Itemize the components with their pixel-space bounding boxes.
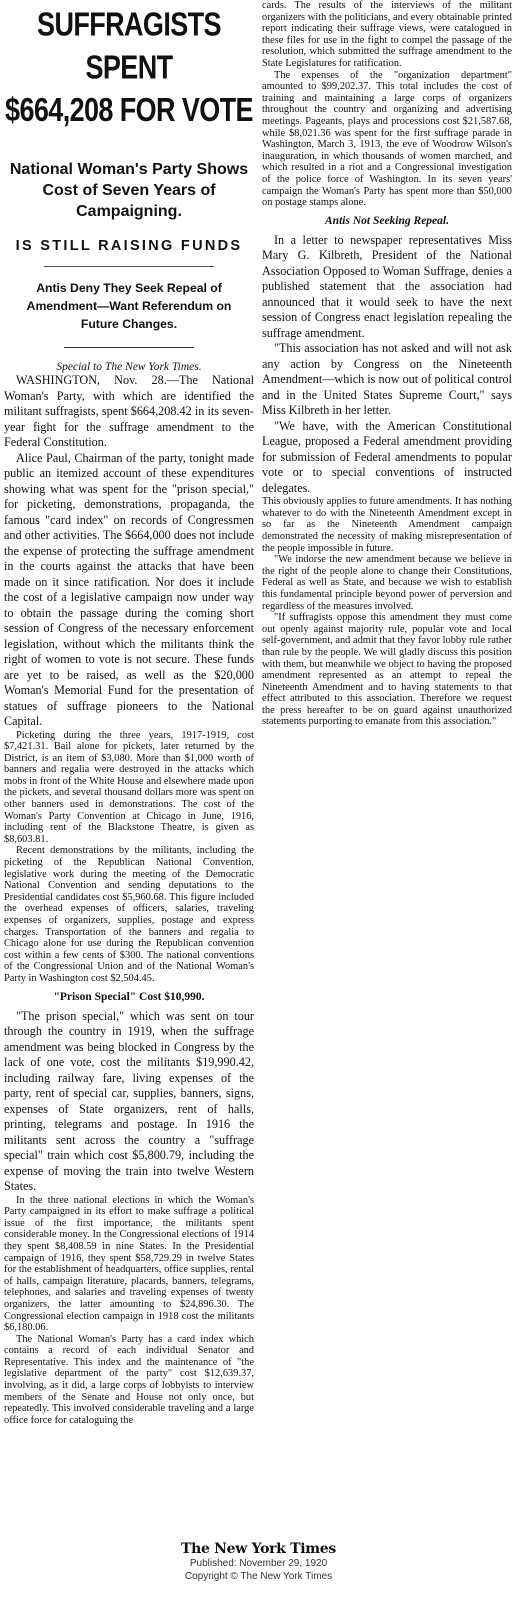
left-column [4, 0, 254, 1426]
paragraph: Picketing during the three years, 1917-1919, cost $7,421.31. Bail alone for pickets, later returned by the District, is an item of $3,080. More than $1,000 worth of banners and regalia were destroyed in the attacks which mobs in front of the White House and elsewhere made upon the pickets, and several thousand dollars more was spent on other banners used in demonstrations. The cost of the Woman's Party Convention at Chicago in June, 1916, including rent of the Blackstone Theatre, is given as $8,603.81. [4, 729, 254, 845]
paragraph: Recent demonstrations by the militants, including the picketing of the Republican National Convention, legislative work during the meeting of the Democratic National Convention and sending deputations to the Presidential candidates cost $5,960.68. This figure included the overhead expenses of officers, salaries, traveling expenses of organizers, supplies, postage and express charges. Transportation of the banners and regalia to Chicago alone for use during the Republican convention cost within a few cents of $300. The national conventions of the Congressional Union and of the National Woman's Party in Washington cost $2,504.45. [4, 845, 254, 984]
headline-line-2: $664,208 FOR VOTE [5, 91, 253, 129]
paragraph: In a letter to newspaper representatives Miss Mary G. Kilbreth, President of the National Association Opposed to Woman Suffrage, denies a published statement that the association had announced that it would seek to have the next session of Congress enact legislation repealing the suffrage amendment. [262, 232, 512, 340]
paragraph: cards. The results of the interviews of the militant organizers with the politicians, and every obtainable printed report indicating their suffrage views, were catalogued in these files for use in the fight to compel the passage of the resolution, which submitted the suffrage amendment to the State Legislatures for ratification. [262, 0, 512, 69]
paragraph: Alice Paul, Chairman of the party, tonight made public an itemized account of these expenditures showing what was spent for the "prison special," for picketing, demonstrations, propaganda, the famous "card index" on records of Congressmen and other activities. The $664,000 does not include the expense of protecting the suffrage amendment in the courts against the attacks that have been made on it since ratification. Nor does it include the cost of a legislative campaign now under way to obtain the passage during the coming short session of Congress of the necessary enforcement legislation, without which the militants think the right of women to vote is not secure. These funds are yet to be raised, as well as the $20,000 Woman's Memorial Fund for the presentation of statues of suffrage pioneers to the National Capital. [4, 450, 254, 728]
deck-1: National Woman's Party Shows Cost of Seven Years of Campaigning. [9, 161, 249, 220]
headline-line-1: SUFFRAGISTS SPENT [37, 6, 221, 86]
right-column [262, 0, 512, 728]
paragraph: In the three national elections in which the Woman's Party campaigned in its effort to make suffrage a political issue of the first importance, the militants spent considerable money. In the Congressional elections of 1914 they spent $8,408.59 in nine States. In the Presidential campaign of 1916, they spent $58,729.29 in twelve States for the establishment of headquarters, office supplies, rental of halls, campaign literature, placards, banners, telegrams, telephones, and salaries and traveling expenses of twenty organizers, the latter amounting to $24,896.30. The Congressional election campaign in 1918 cost the militants $6,180.06. [4, 1194, 254, 1334]
deck-3: Antis Deny They Seek Repeal of Amendment—Want Referendum on Future Changes. [26, 281, 232, 331]
paragraph: "The prison special," which was sent on tour through the country in 1919, when the suffrage amendment was being blocked in Congress by the lack of one vote, cost the militants $19,990.42, including railway fare, living expenses of the party, rent of special car, supplies, banners, signs, expenses of State organizers, rent of halls, printing, telegrams and postage. In 1916 the militants sent across the country a "suffrage special" train which cost $5,800.79, including the expense of moving the train into twelve Western States. [4, 1008, 254, 1194]
subhead-prison-special: "Prison Special" Cost $10,990. [53, 990, 205, 1003]
paragraph: WASHINGTON, Nov. 28.—The National Woman's Party, with which are identified the militant suffragists, spent $664,208.42 in its seven-year fight for the suffrage amendment to the Federal Constitution. [4, 373, 254, 449]
paragraph: "If suffragists oppose this amendment they must come out openly against majority rule, popular vote and local self-government, and admit that they favor lobby rule rather than rule by the people. We will gladly discuss this position with them, but meanwhile we object to having the proposed amendment represented as an attempt to repeal the Nineteenth Amendment and to having statements to that effect attributed to this association. Therefore we request the press hereafter to be on guard against unauthorized statements purporting to emanate from this association." [262, 612, 512, 728]
paragraph: This obviously applies to future amendments. It has nothing whatever to do with the Nineteenth Amendment except in so far as the Nineteenth Amendment campaign demonstrated the necessity of making misrepresentation of the people impossible in future. [262, 496, 512, 554]
dateline: Special to The New York Times. [56, 361, 202, 373]
nyt-masthead-logo: The New York Times [180, 1541, 336, 1557]
headline [4, 4, 254, 132]
copyright: Copyright © The New York Times [184, 1571, 333, 1582]
divider [44, 266, 214, 267]
footer [0, 1543, 517, 1583]
divider [64, 347, 194, 348]
paragraph: The expenses of the "organization department" amounted to $99,202.37. This total includes the cost of training and maintaining a large corps of organizers throughout the country and organizing and advertising meetings. Pageants, plays and processions cost $21,587.68, while $8,021.36 was spent for the first suffrage parade in Washington, March 3, 1913, the eve of Woodrow Wilson's inauguration, in which thousands of women marched, and which resulted in a riot and a Congressional investigation of the police force of Washington. In its seven years' campaign the Woman's Party has spent more than $50,000 on postage stamps alone. [262, 69, 512, 209]
paragraph: "We indorse the new amendment because we believe in the right of the people alone to change their Constitutions, Federal as well as State, and because we wish to establish this fundamental principle beyond power of perversion and regardless of the measures involved. [262, 554, 512, 612]
paragraph: "This association has not asked and will not ask any action by Congress on the Nineteenth Amendment—which is now out of political control and in the United States Supreme Court," says Miss Kilbreth in her letter. [262, 341, 512, 418]
paragraph: "We have, with the American Constitutional League, proposed a Federal amendment providing for submission of Federal amendments to popular vote or to special conventions of instructed delegates. [262, 418, 512, 495]
subhead-antis: Antis Not Seeking Repeal. [325, 214, 449, 227]
published-date: Published: November 29, 1920 [189, 1558, 328, 1569]
deck-2: IS STILL RAISING FUNDS [15, 238, 243, 254]
paragraph: The National Woman's Party has a card index which contains a record of each individual Senator and Representative. This index and the maintenance of "the legislative department of the party" cost $12,639.37, involving, as it did, a large corps of lobbyists to interview members of the Senate and House not only once, but repeatedly. This involved considerable traveling and a large office force for cataloguing the [4, 1333, 254, 1426]
